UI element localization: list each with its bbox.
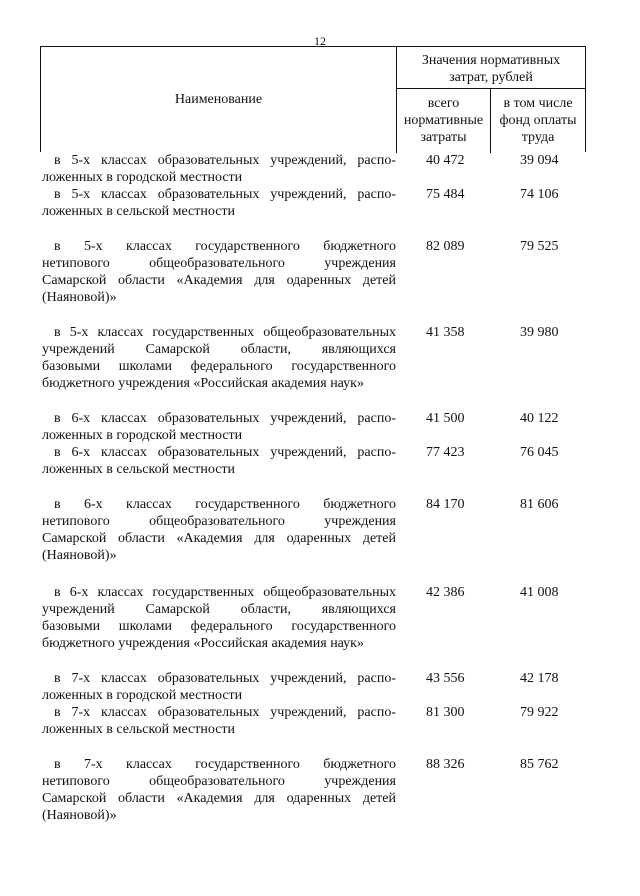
table-header xyxy=(40,46,586,152)
row-line: бюджетного учреждения «Российская академия наук» xyxy=(42,376,364,391)
total-value: 43 556 xyxy=(426,671,465,686)
row-line: ложенных в сельской местности xyxy=(42,462,236,477)
payroll-value: 74 106 xyxy=(520,187,559,202)
row-line: ложенных в городской местности xyxy=(42,688,243,703)
row-line: ложенных в сельской местности xyxy=(42,204,236,219)
col2-line: труда xyxy=(521,130,555,145)
col1-line: всего xyxy=(427,96,460,111)
payroll-value: 39 980 xyxy=(520,325,559,340)
total-value: 77 423 xyxy=(426,445,465,460)
payroll-value: 40 122 xyxy=(520,411,559,426)
row-line: в 6-х классах образовательных учреждений, распо- xyxy=(54,445,396,460)
total-value: 41 500 xyxy=(426,411,465,426)
col2-line: в том числе xyxy=(503,96,573,111)
row-line: в 6-х классах государственного бюджетного xyxy=(54,497,396,512)
values-title-line1: Значения нормативных xyxy=(421,53,561,68)
row-line: в 5-х классах образовательных учреждений, распо- xyxy=(54,153,396,168)
values-title-line2: затрат, рублей xyxy=(449,70,533,85)
row-line: в 5-х классах образовательных учреждений, распо- xyxy=(54,187,396,202)
payroll-value: 79 922 xyxy=(520,705,559,720)
row-name xyxy=(42,756,396,824)
col1-line: затраты xyxy=(420,130,467,145)
total-value: 75 484 xyxy=(426,187,465,202)
row-line: учреждений Самарской области, являющихся xyxy=(42,342,396,357)
row-line: Самарской области «Академия для одаренных детей xyxy=(42,791,396,806)
row-line: ложенных в городской местности xyxy=(42,170,243,185)
row-line: в 7-х классах образовательных учреждений, распо- xyxy=(54,671,396,686)
row-line: Самарской области «Академия для одаренных детей xyxy=(42,273,396,288)
row-name xyxy=(42,444,396,478)
row-line: (Наяновой)» xyxy=(42,290,117,305)
payroll-value: 79 525 xyxy=(520,239,559,254)
row-line: в 5-х классах государственного бюджетного xyxy=(54,239,396,254)
row-line: в 6-х классах государственных общеобразовательных xyxy=(54,585,396,600)
row-line: Самарской области «Академия для одаренных детей xyxy=(42,531,396,546)
row-line: ложенных в сельской местности xyxy=(42,722,236,737)
row-name xyxy=(42,410,396,444)
row-line: в 5-х классах государственных общеобразовательных xyxy=(54,325,396,340)
total-value: 40 472 xyxy=(426,153,465,168)
row-name xyxy=(42,324,396,392)
row-line: (Наяновой)» xyxy=(42,808,117,823)
row-line: бюджетного учреждения «Российская академия наук» xyxy=(42,636,364,651)
row-line: нетипового общеобразовательного учреждения xyxy=(42,256,396,271)
row-line: нетипового общеобразовательного учреждения xyxy=(42,774,396,789)
payroll-value: 81 606 xyxy=(520,497,559,512)
col2-line: фонд оплаты xyxy=(499,113,577,128)
row-line: базовыми школами федерального государственного xyxy=(42,619,396,634)
row-line: в 7-х классах образовательных учреждений, распо- xyxy=(54,705,396,720)
row-name xyxy=(42,496,396,564)
total-value: 88 326 xyxy=(426,757,465,772)
total-value: 41 358 xyxy=(426,325,465,340)
row-line: нетипового общеобразовательного учреждения xyxy=(42,514,396,529)
row-line: (Наяновой)» xyxy=(42,548,117,563)
total-value: 84 170 xyxy=(426,497,465,512)
total-value: 42 386 xyxy=(426,585,465,600)
row-line: в 7-х классах государственного бюджетного xyxy=(54,757,396,772)
total-value: 82 089 xyxy=(426,239,465,254)
row-line: в 6-х классах образовательных учреждений, распо- xyxy=(54,411,396,426)
page-number: 12 xyxy=(314,34,326,48)
values-column-header xyxy=(397,47,585,89)
row-name xyxy=(42,584,396,652)
payroll-value: 39 094 xyxy=(520,153,559,168)
name-column-header: Наименование xyxy=(41,47,397,153)
row-line: базовыми школами федерального государственного xyxy=(42,359,396,374)
row-line: учреждений Самарской области, являющихся xyxy=(42,602,396,617)
row-name xyxy=(42,704,396,738)
payroll-value: 85 762 xyxy=(520,757,559,772)
row-name xyxy=(42,186,396,220)
col1-line: нормативные xyxy=(403,113,484,128)
row-name xyxy=(42,238,396,306)
payroll-value: 76 045 xyxy=(520,445,559,460)
total-value: 81 300 xyxy=(426,705,465,720)
payroll-column-header xyxy=(491,89,585,153)
payroll-value: 41 008 xyxy=(520,585,559,600)
row-name xyxy=(42,152,396,186)
row-name xyxy=(42,670,396,704)
row-line: ложенных в городской местности xyxy=(42,428,243,443)
payroll-value: 42 178 xyxy=(520,671,559,686)
total-costs-column-header xyxy=(397,89,491,153)
